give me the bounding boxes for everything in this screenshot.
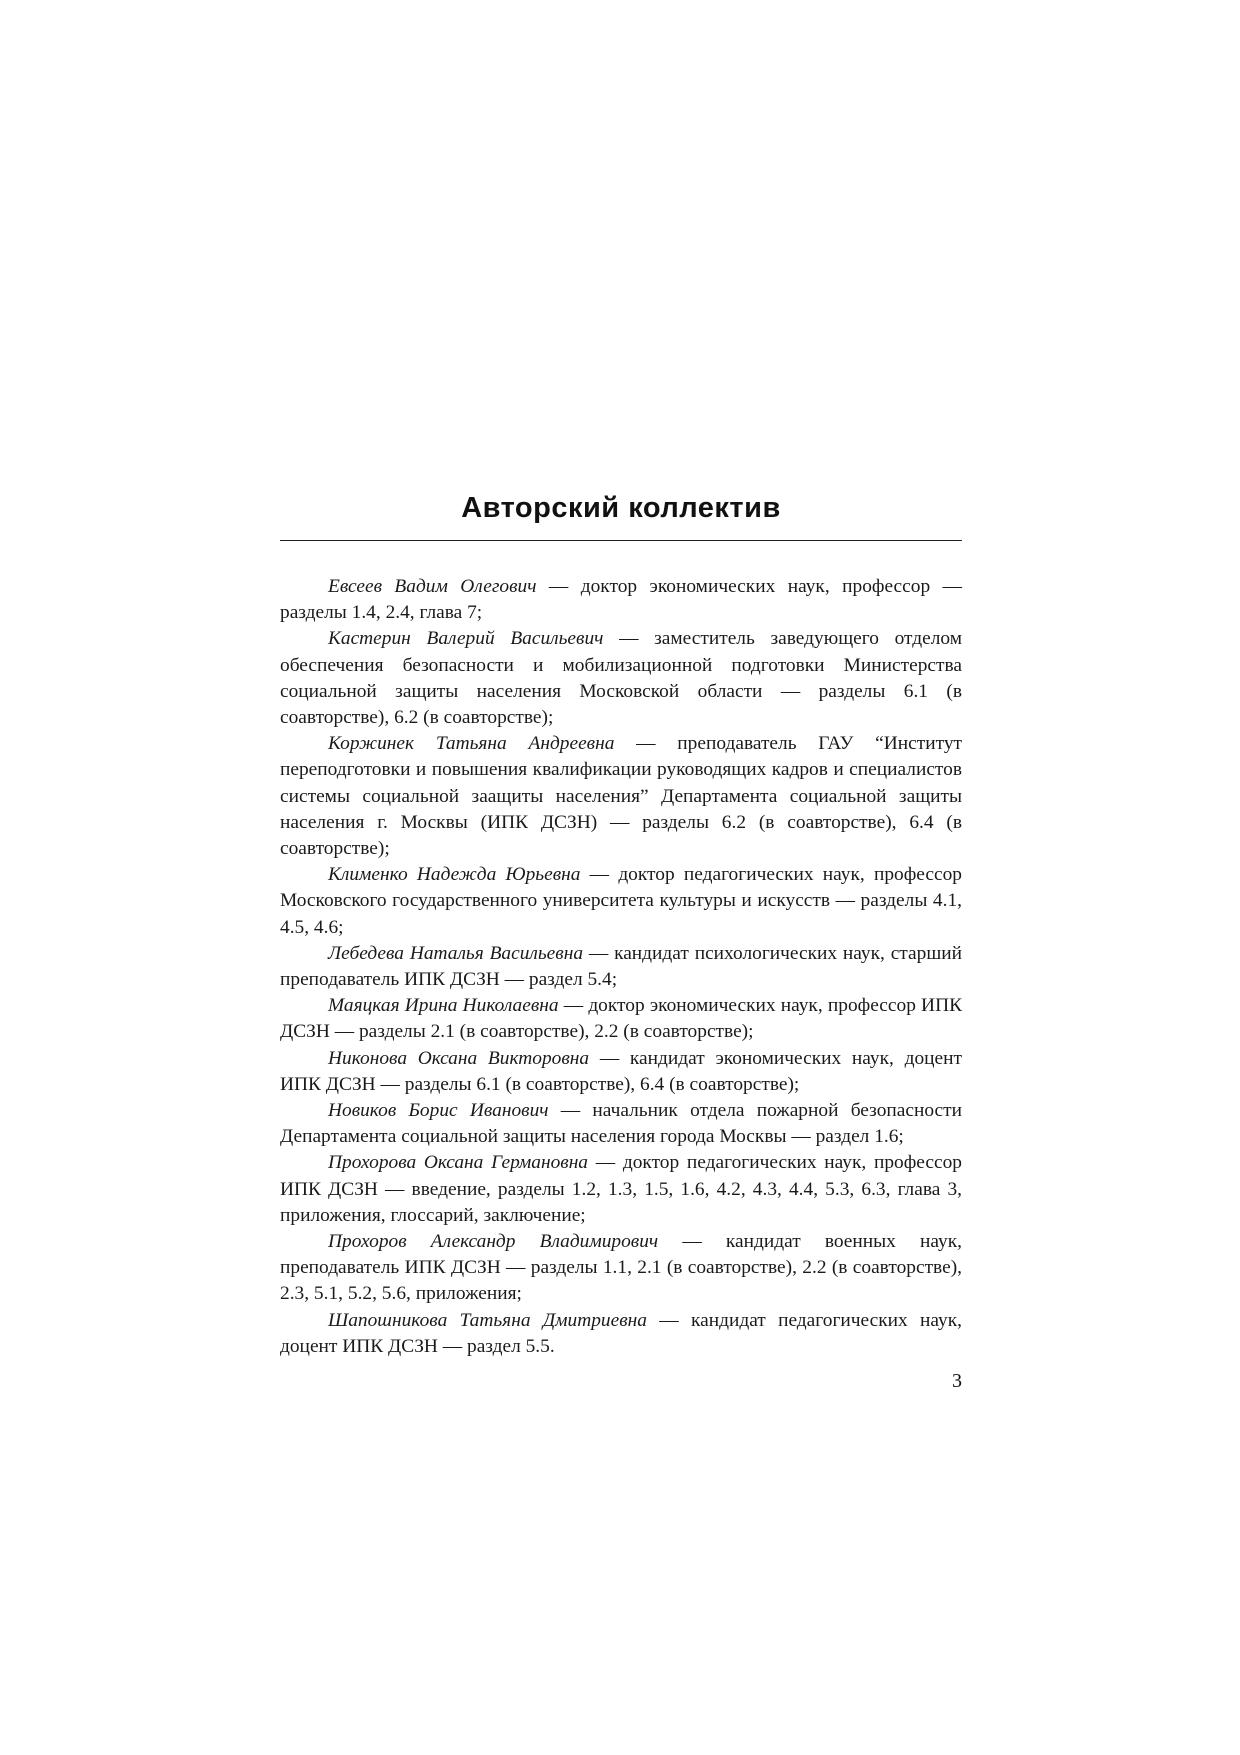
author-description: — доктор экономических наук, профессор ИПК ДСЗН — разделы 2.1 (в соавторстве), 2.2 (в соавторстве); — [280, 995, 962, 1043]
author-entry — [280, 731, 962, 862]
author-entry — [280, 862, 962, 941]
author-entry — [280, 1229, 962, 1308]
author-name: Шапошникова Татьяна Дмитриевна — [328, 1309, 647, 1331]
author-description: — кандидат психологических наук, старший преподаватель ИПК ДСЗН — раздел 5.4; — [280, 942, 963, 991]
author-description: — заместитель заведующего отделом обеспечения безопасности и мобилизационной подготовки Министерства социальной защиты населения Московской области — разделы 6.1 (в соавторстве), 6.2 (в соавторстве); — [280, 628, 962, 729]
author-name: Евсеев Вадим Олегович — [328, 576, 537, 597]
author-list — [280, 574, 962, 1360]
author-name: Клименко Надежда Юрьевна — [328, 864, 581, 886]
author-entry — [280, 1098, 962, 1150]
page-title: Авторский коллектив — [461, 492, 781, 524]
author-name: Лебедева Наталья Васильевна — [328, 942, 584, 964]
author-entry — [280, 1150, 962, 1229]
author-description: — кандидат педагогических наук, доцент ИПК ДСЗН — раздел 5.5. — [280, 1309, 962, 1357]
author-entry — [280, 574, 962, 626]
author-description: — кандидат военных наук, преподаватель ИПК ДСЗН — разделы 1.1, 2.1 (в соавторстве), 2.2 (в соавторстве), 2.3, 5.1, 5.2, 5.6, приложения; — [280, 1231, 962, 1305]
author-name: Коржинек Татьяна Андреевна — [328, 733, 615, 755]
author-description: — доктор педагогических наук, профессор ИПК ДСЗН — введение, разделы 1.2, 1.3, 1.5, 1.6, 4.2, 4.3, 4.4, 5.3, 6.3, глава 3, приложения, глоссарий, заключение; — [280, 1152, 963, 1226]
title-underline — [280, 540, 962, 541]
author-entry — [280, 941, 962, 993]
author-name: Никонова Оксана Викторовна — [328, 1047, 590, 1069]
author-entry — [280, 1046, 962, 1098]
author-entry — [280, 626, 962, 731]
author-entry — [280, 993, 962, 1045]
page-number: 3 — [952, 1370, 962, 1392]
author-description: — кандидат экономических наук, доцент ИПК ДСЗН — разделы 6.1 (в соавторстве), 6.4 (в соавторстве); — [280, 1047, 962, 1095]
author-name: Маяцкая Ирина Николаевна — [328, 995, 559, 1017]
author-description: — доктор педагогических наук, профессор Московского государственного университета культуры и искусств — разделы 4.1, 4.5, 4.6; — [280, 864, 963, 938]
author-description: — начальник отдела пожарной безопасности Департамента социальной защиты населения города Москвы — раздел 1.6; — [280, 1100, 962, 1148]
author-name: Новиков Борис Иванович — [328, 1100, 549, 1122]
author-description: — преподаватель ГАУ “Институт переподготовки и повышения квалификации руководящих кадров и специалистов системы социальной заащиты населения” Департамента социальной защиты населения г. Москвы (ИПК ДСЗН) — разделы 6.2 (в соавторстве), 6.4 (в соавторстве); — [280, 733, 962, 860]
author-name: Прохоров Александр Владимирович — [328, 1231, 659, 1253]
author-name: Прохорова Оксана Германовна — [328, 1152, 589, 1174]
author-name: Кастерин Валерий Васильевич — [328, 628, 604, 650]
author-entry — [280, 1308, 962, 1360]
author-description: — доктор экономических наук, профессор — разделы 1.4, 2.4, глава 7; — [280, 576, 962, 624]
